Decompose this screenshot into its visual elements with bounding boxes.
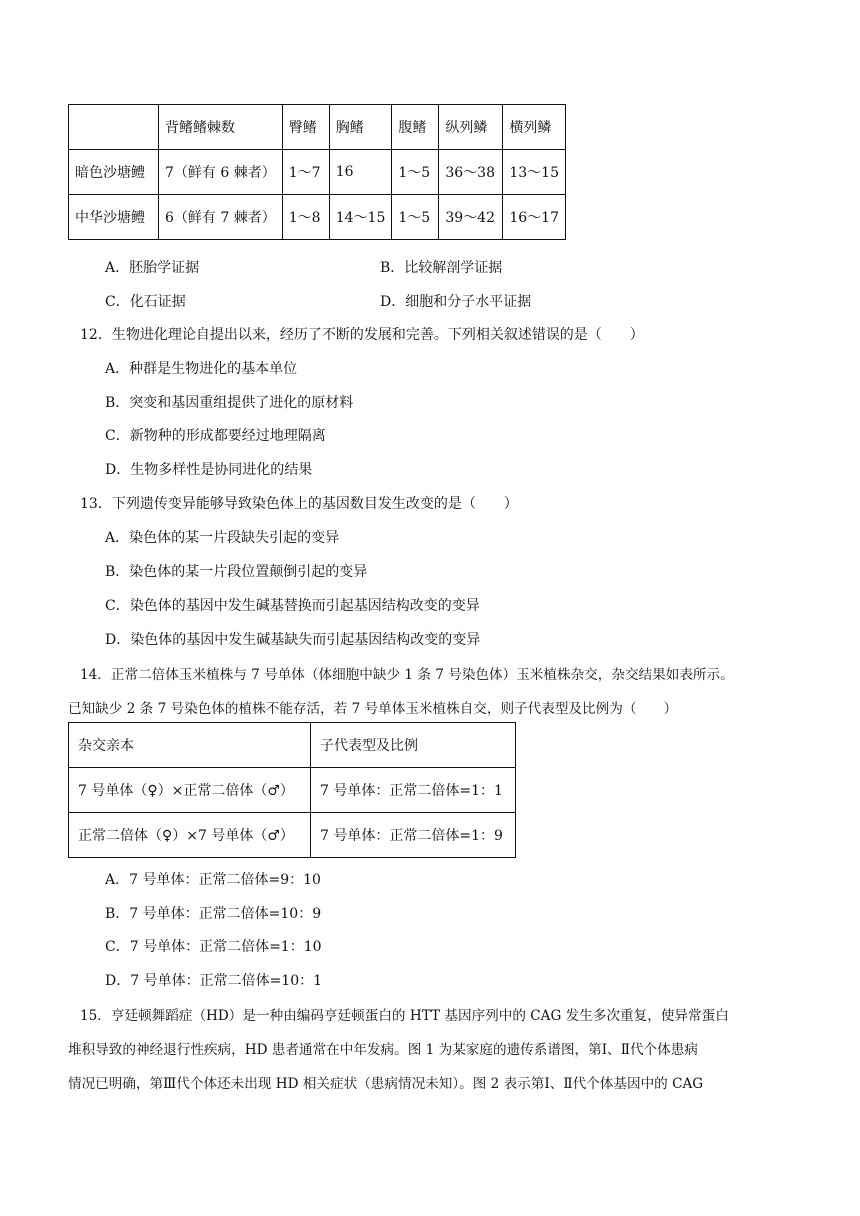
q15-stem-line-3: 情况已明确，第Ⅲ代个体还未出现 HD 相关症状（患病情况未知）。图 2 表示第Ⅰ、Ⅱ代个体基因中的 CAG <box>68 1076 704 1092</box>
table-cell: 杂交亲本 <box>69 723 311 768</box>
table-cell: 背鳍鳍棘数 <box>159 105 283 150</box>
table-header-row <box>69 723 516 768</box>
q13-option-c: C．染色体的基因中发生碱基替换而引起基因结构改变的变异 <box>105 598 480 614</box>
q11-option-c: C．化石证据 <box>105 294 186 310</box>
q12-option-a: A．种群是生物进化的基本单位 <box>105 361 298 377</box>
q12-option-c: C．新物种的形成都要经过地理隔离 <box>105 428 326 444</box>
table-cell: 纵列鳞 <box>439 105 503 150</box>
q14-option-a: A．7 号单体：正常二倍体=9：10 <box>105 872 321 888</box>
table-cell: 39～42 <box>439 195 503 240</box>
table-cell: 1～5 <box>392 150 439 195</box>
q11-option-a: A．胚胎学证据 <box>105 260 200 276</box>
q13-option-d: D．染色体的基因中发生碱基缺失而引起基因结构改变的变异 <box>105 632 481 648</box>
table-cell: 胸鳍 <box>329 105 392 150</box>
q15-stem-line-2: 堆积导致的神经退行性疾病，HD 患者通常在中年发病。图 1 为某家庭的遗传系谱图，第Ⅰ、Ⅱ代个体患病 <box>68 1042 698 1058</box>
q13-option-a: A．染色体的某一片段缺失引起的变异 <box>105 530 340 546</box>
table-cell: 7 号单体（♀）×正常二倍体（♂） <box>69 768 311 813</box>
q12-option-d: D．生物多样性是协同进化的结果 <box>105 462 313 478</box>
table-cell: 暗色沙塘鳢 <box>69 150 159 195</box>
table-cell: 6（鲜有 7 棘者） <box>159 195 283 240</box>
table-cell: 1～8 <box>282 195 329 240</box>
fish-comparison-table <box>68 104 566 240</box>
q14-option-b: B．7 号单体：正常二倍体=10：9 <box>105 906 322 922</box>
q12-option-b: B．突变和基因重组提供了进化的原材料 <box>105 395 354 411</box>
q11-option-d: D．细胞和分子水平证据 <box>380 294 532 310</box>
q14-option-d: D．7 号单体：正常二倍体=10：1 <box>105 973 323 989</box>
q12-stem: 12．生物进化理论自提出以来，经历了不断的发展和完善。下列相关叙述错误的是（ ） <box>80 327 644 343</box>
table-cell: 7 号单体：正常二倍体=1：9 <box>311 813 516 858</box>
q14-option-c: C．7 号单体：正常二倍体=1：10 <box>105 939 322 955</box>
q11-option-b: B．比较解剖学证据 <box>380 260 503 276</box>
table-cell: 36～38 <box>439 150 503 195</box>
table-row <box>69 150 566 195</box>
table-cell: 正常二倍体（♀）×7 号单体（♂） <box>69 813 311 858</box>
table-cell: 中华沙塘鳢 <box>69 195 159 240</box>
table-row <box>69 195 566 240</box>
cross-result-table <box>68 722 516 858</box>
q14-stem-line-2: 已知缺少 2 条 7 号染色体的植株不能存活，若 7 号单体玉米植株自交，则子代表型及比例为（ ） <box>68 701 678 717</box>
table-cell: 13～15 <box>503 150 566 195</box>
table-cell: 16～17 <box>503 195 566 240</box>
table-cell: 16 <box>329 150 392 195</box>
table-cell: 腹鳍 <box>392 105 439 150</box>
table-cell: 1～7 <box>282 150 329 195</box>
table-cell <box>69 105 159 150</box>
table-cell: 子代表型及比例 <box>311 723 516 768</box>
q13-option-b: B．染色体的某一片段位置颠倒引起的变异 <box>105 564 368 580</box>
table-cell: 横列鳞 <box>503 105 566 150</box>
q13-stem: 13．下列遗传变异能够导致染色体上的基因数目发生改变的是（ ） <box>80 496 518 512</box>
table-header-row <box>69 105 566 150</box>
table-cell: 1～5 <box>392 195 439 240</box>
table-cell: 臀鳍 <box>282 105 329 150</box>
q15-stem-line-1: 15．亨廷顿舞蹈症（HD）是一种由编码亨廷顿蛋白的 HTT 基因序列中的 CAG 发生多次重复，使异常蛋白 <box>80 1008 729 1024</box>
table-row <box>69 813 516 858</box>
table-cell: 7（鲜有 6 棘者） <box>159 150 283 195</box>
q14-stem-line-1: 14．正常二倍体玉米植株与 7 号单体（体细胞中缺少 1 条 7 号染色体）玉米植株杂交，杂交结果如表所示。 <box>80 667 734 683</box>
table-row <box>69 768 516 813</box>
table-cell: 7 号单体：正常二倍体=1：1 <box>311 768 516 813</box>
table-cell: 14～15 <box>329 195 392 240</box>
